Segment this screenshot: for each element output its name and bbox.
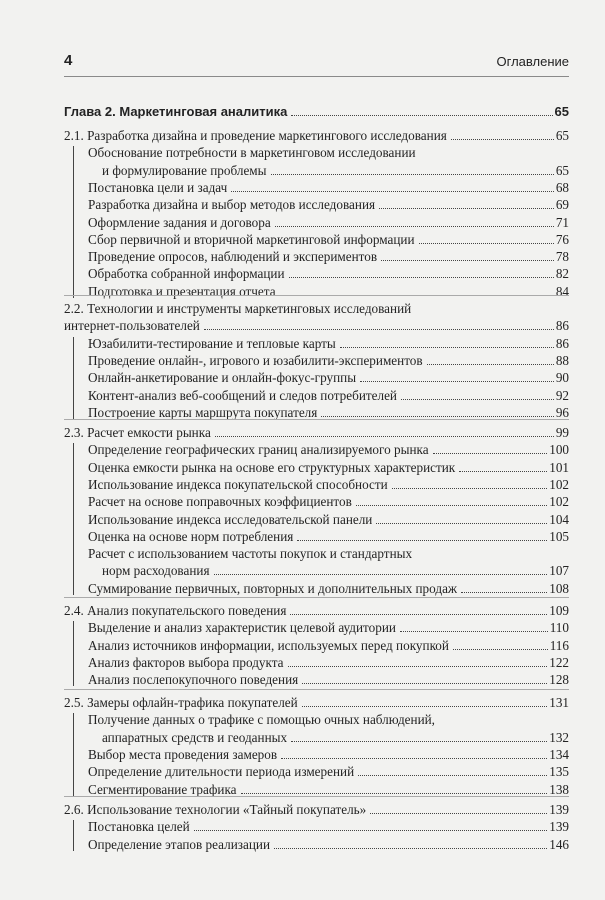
subsection-text: Проведение онлайн-, игрового и юзабилити-экспериментов [88,352,423,368]
section-bracket-line [73,443,74,595]
section-divider [64,796,569,797]
chapter-page: 65 [554,104,569,119]
leader-dots [204,329,554,330]
section-divider [64,419,569,420]
leader-dots [360,381,554,382]
subsection-page: 78 [555,249,569,265]
section-bracket-line [73,337,74,420]
subsection-page: 71 [555,214,569,230]
subsection-text: Онлайн-анкетирование и онлайн-фокус-группы [88,370,357,386]
subsection-text: Оценка на основе норм потребления [88,528,294,544]
subsection-text: Анализ источников информации, используемых перед покупкой [88,637,449,653]
subsection-page: 108 [549,580,569,596]
subsection-page: 92 [555,387,569,403]
section-title-text: 2.4. Анализ покупательского поведения [64,603,287,618]
section-title-text: 2.3. Расчет емкости рынка [64,425,211,440]
subsection-text: Обработка собранной информации [88,266,285,282]
leader-dots [340,347,554,348]
leader-dots [231,191,554,192]
leader-dots [461,592,547,593]
subsection-page: 90 [555,370,569,386]
subsection-page: 132 [549,729,569,745]
subsection-page: 84 [555,283,569,299]
subsection-text: Определение этапов реализации [88,836,271,852]
subsection-text: Сбор первичной и вторичной маркетинговой информации [88,231,415,247]
subsection-page: 138 [549,781,569,797]
subsection-text: и формулирование проблемы [102,162,267,178]
leader-dots [288,666,548,667]
subsection-page: 110 [549,620,569,636]
subsection-text: Определение длительности периода измерений [88,764,355,780]
section-title-page: 99 [555,425,569,440]
subsection-text: Обоснование потребности в маркетинговом исследовании [88,145,416,161]
subsection-page: 86 [555,335,569,351]
leader-dots [451,139,554,140]
leader-dots [379,208,554,209]
subsection-text: Подготовка и презентация отчета [88,283,276,299]
subsection-page: 104 [549,511,569,527]
section-title-page: 65 [555,128,569,143]
section-bracket-line [73,146,74,298]
header-rule [64,76,569,77]
leader-dots [302,706,548,707]
subsection-page: 65 [555,162,569,178]
section-title-text: 2.2. Технологии и инструменты маркетинговых исследований [64,301,412,316]
subsection-text: Получение данных о трафике с помощью очных наблюдений, [88,712,435,728]
leader-dots [297,540,547,541]
subsection-text: Контент-анализ веб-сообщений и следов потребителей [88,387,397,403]
subsection-text: Разработка дизайна и выбор методов исследования [88,197,376,213]
subsection-text: норм расходования [102,563,210,579]
subsection-page: 134 [549,746,569,762]
leader-dots [194,830,548,831]
subsection-page: 101 [549,459,569,475]
subsection-page: 122 [549,654,569,670]
leader-dots [275,226,554,227]
subsection-text: Анализ факторов выбора продукта [88,654,284,670]
running-title: Оглавление [496,54,569,69]
subsection-page: 139 [549,819,569,835]
leader-dots [392,488,548,489]
leader-dots [215,436,554,437]
subsection-page: 102 [549,494,569,510]
subsection-text: Выделение и анализ характеристик целевой аудитории [88,620,396,636]
subsection-page: 135 [549,764,569,780]
subsection-text: Проведение опросов, наблюдений и экспериментов [88,249,378,265]
leader-dots [419,243,554,244]
leader-dots [291,741,547,742]
subsection-page: 88 [555,352,569,368]
leader-dots [356,505,547,506]
subsection-page: 105 [549,528,569,544]
subsection-text: Использование индекса исследовательской панели [88,511,373,527]
page-number: 4 [64,52,73,69]
section-divider [64,597,569,598]
section-bracket-line [73,713,74,796]
leader-dots [381,260,554,261]
subsection-page: 128 [549,672,569,688]
leader-dots [370,813,547,814]
subsection-text: Построение карты маршрута покупателя [88,404,318,420]
leader-dots [290,614,547,615]
subsection-page: 107 [549,563,569,579]
subsection-text: Расчет на основе поправочных коэффициентов [88,494,352,510]
section-title-text: 2.5. Замеры офлайн-трафика покупателей [64,695,298,710]
section-divider [64,689,569,690]
subsection-page: 100 [549,442,569,458]
subsection-text: Оценка емкости рынка на основе его структурных характеристик [88,459,456,475]
section-title-text: 2.6. Использование технологии «Тайный покупатель» [64,802,367,817]
leader-dots [289,277,554,278]
leader-dots [271,174,554,175]
subsection-page: 82 [555,266,569,282]
leader-dots [453,649,548,650]
subsection-page: 76 [555,231,569,247]
section-bracket-line [73,820,74,851]
subsection-page: 68 [555,179,569,195]
subsection-text: Оформление задания и договора [88,214,271,230]
subsection-page: 116 [549,637,569,653]
leader-dots [401,399,554,400]
section-bracket-line [73,621,74,686]
subsection-text: Юзабилити-тестирование и тепловые карты [88,335,336,351]
running-header [64,52,569,74]
subsection-text: Расчет с использованием частоты покупок и стандартных [88,546,413,562]
leader-dots [358,775,547,776]
leader-dots [214,574,548,575]
leader-dots [241,793,548,794]
subsection-page: 102 [549,476,569,492]
leader-dots [302,683,547,684]
subsection-page: 146 [549,836,569,852]
section-divider [64,295,569,296]
leader-dots [281,758,547,759]
section-title-page: 131 [549,695,569,710]
subsection-text: Суммирование первичных, повторных и дополнительных продаж [88,580,458,596]
leader-dots [274,848,547,849]
leader-dots [400,631,548,632]
subsection-text: Сегментирование трафика [88,781,237,797]
section-title-text: интернет-пользователей [64,318,200,334]
chapter-title: Глава 2. Маркетинговая аналитика [64,104,288,119]
subsection-text: Использование индекса покупательской способности [88,476,388,492]
leader-dots [459,471,547,472]
section-title-page: 86 [555,318,569,334]
leader-dots [433,453,548,454]
subsection-text: Постановка цели и задач [88,179,228,195]
subsection-page: 69 [555,197,569,213]
section-title-page: 109 [549,603,569,618]
section-title-page: 139 [549,802,569,817]
leader-dots [376,523,547,524]
subsection-text: Определение географических границ анализируемого рынка [88,442,429,458]
section-title-text: 2.1. Разработка дизайна и проведение маркетингового исследования [64,128,447,143]
leader-dots [427,364,554,365]
subsection-text: Выбор места проведения замеров [88,746,278,762]
subsection-text: Постановка целей [88,819,190,835]
leader-dots [321,416,553,417]
subsection-text: Анализ послепокупочного поведения [88,672,299,688]
subsection-text: аппаратных средств и геоданных [102,729,288,745]
leader-dots [291,115,552,116]
subsection-page: 96 [555,404,569,420]
